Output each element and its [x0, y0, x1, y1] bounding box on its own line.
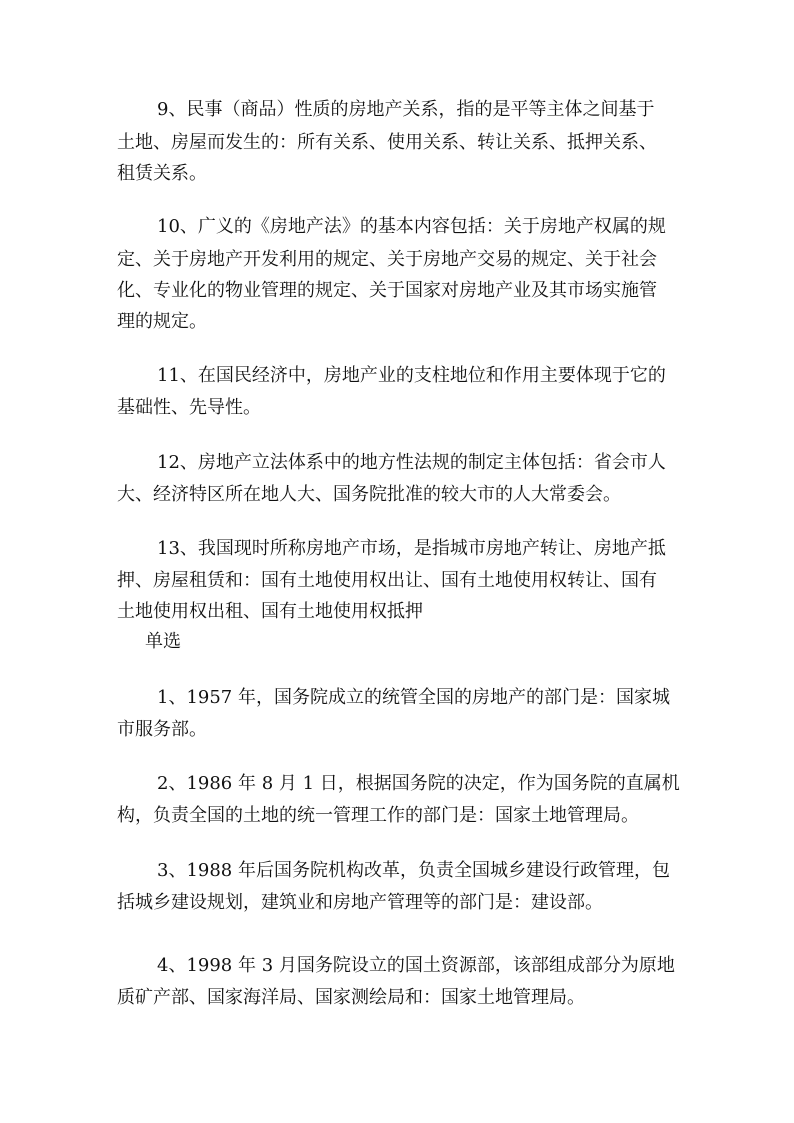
paragraph-10-line-1: 10、广义的《房地产法》的基本内容包括：关于房地产权属的规 — [157, 216, 666, 237]
paragraph-10-line-4: 理的规定。 — [117, 311, 207, 332]
paragraph-10-line-2: 定、关于房地产开发利用的规定、关于房地产交易的规定、关于社会 — [117, 249, 657, 270]
paragraph-9-line-3: 租赁关系。 — [117, 163, 207, 184]
paragraph-11-line-2: 基础性、先导性。 — [117, 397, 261, 418]
single-choice-2-line-1: 2、1986 年 8 月 1 日，根据国务院的决定，作为国务院的直属机 — [157, 773, 680, 794]
single-choice-3-line-1: 3、1988 年后国务院机构改革，负责全国城乡建设行政管理，包 — [157, 860, 670, 881]
single-choice-2-line-2: 构，负责全国的土地的统一管理工作的部门是：国家土地管理局。 — [117, 805, 639, 826]
paragraph-12-line-2: 大、经济特区所在地人大、国务院批准的较大市的人大常委会。 — [117, 484, 621, 505]
single-choice-4-line-2: 质矿产部、国家海洋局、国家测绘局和：国家土地管理局。 — [117, 987, 585, 1008]
paragraph-13-line-1: 13、我国现时所称房地产市场，是指城市房地产转让、房地产抵 — [157, 538, 666, 559]
paragraph-13-line-2: 押、房屋租赁和：国有土地使用权出让、国有土地使用权转让、国有 — [117, 570, 657, 591]
single-choice-4-line-1: 4、1998 年 3 月国务院设立的国土资源部，该部组成部分为原地 — [157, 955, 675, 976]
paragraph-10-line-3: 化、专业化的物业管理的规定、关于国家对房地产业及其市场实施管 — [117, 280, 657, 301]
paragraph-11-line-1: 11、在国民经济中，房地产业的支柱地位和作用主要体现于它的 — [157, 365, 666, 386]
single-choice-3-line-2: 括城乡建设规划，建筑业和房地产管理等的部门是：建设部。 — [117, 892, 603, 913]
paragraph-9-line-1: 9、民事（商品）性质的房地产关系，指的是平等主体之间基于 — [157, 99, 655, 120]
single-choice-1-line-2: 市服务部。 — [117, 719, 207, 740]
paragraph-13-line-3: 土地使用权出租、国有土地使用权抵押 — [117, 601, 423, 622]
single-choice-1-line-1: 1、1957 年，国务院成立的统管全国的房地产的部门是：国家城 — [157, 687, 670, 708]
paragraph-12-line-1: 12、房地产立法体系中的地方性法规的制定主体包括：省会市人 — [157, 452, 666, 473]
paragraph-9-line-2: 土地、房屋而发生的：所有关系、使用关系、转让关系、抵押关系、 — [117, 132, 657, 153]
section-label-single-choice: 单选 — [145, 631, 181, 652]
